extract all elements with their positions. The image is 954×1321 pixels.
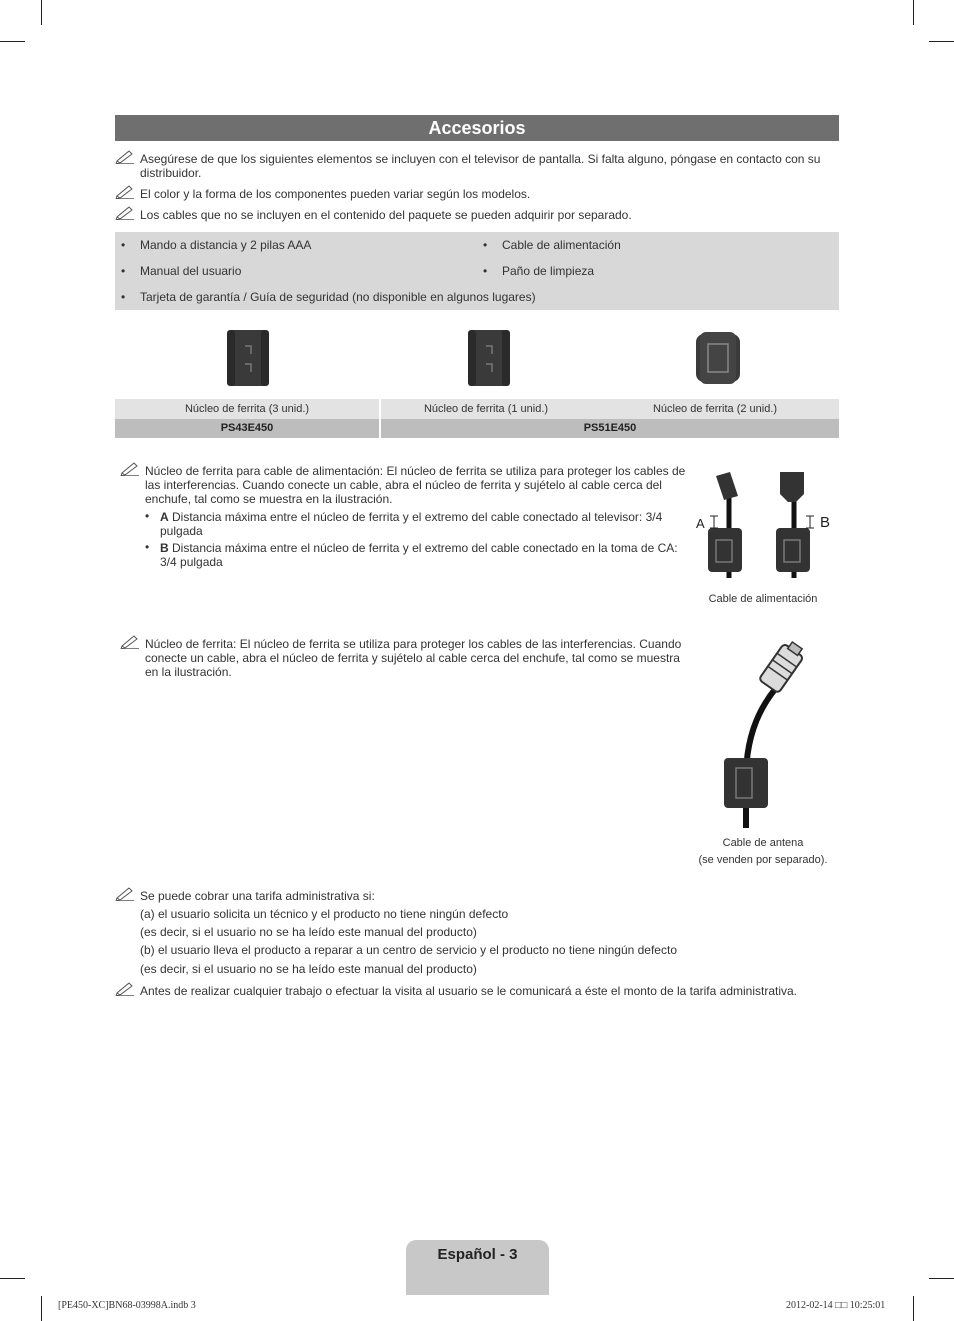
figure-caption: Cable de antena — [722, 837, 804, 849]
note-pencil-icon — [115, 980, 135, 996]
note-pencil-icon — [115, 204, 135, 220]
note-text: Núcleo de ferrita: El núcleo de ferrita se utiliza para proteger los cables de las interferencias. Cuando conecte un cable, abra el núcleo de ferrita y sujételo al cable cerca del enchufe, tal como se muestra en la ilustración. — [145, 637, 682, 679]
ferrite-core-image — [466, 328, 512, 388]
note-text: Antes de realizar cualquier trabajo o efectuar la visita al usuario se le comunicará a éste el monto de la tarifa administrativa. — [140, 984, 798, 998]
accessories-list: • Mando a distancia y 2 pilas AAA • Cable de alimentación • Manual del usuario • Paño de limpieza • Tarjeta de garantía / Guía de seguridad (no disponible en algunos lugares) — [115, 232, 839, 310]
note-pencil-icon — [115, 885, 135, 901]
note-text: Asegúrese de que los siguientes elementos se incluyen con el televisor de pantalla. Si falta alguno, póngase en contacto con su distribuidor. — [140, 152, 821, 180]
crop-mark — [929, 1278, 954, 1279]
crop-mark — [41, 1296, 42, 1321]
figure-caption: Cable de alimentación — [708, 593, 818, 605]
table-cell: Núcleo de ferrita (1 unid.) — [381, 399, 591, 419]
note-pencil-icon — [120, 460, 140, 476]
page-number: Español - 3 — [437, 1246, 518, 1263]
table-cell: PS51E450 — [381, 419, 839, 438]
note-text: Los cables que no se incluyen en el contenido del paquete se pueden adquirir por separado. — [140, 208, 632, 222]
figure-label-a: A — [696, 516, 705, 531]
crop-mark — [0, 1278, 25, 1279]
crop-mark — [41, 0, 42, 25]
page-number-tab — [406, 1240, 549, 1295]
date-imprint: 2012-02-14 □□ 10:25:01 — [786, 1300, 886, 1311]
antenna-cable-illustration — [718, 640, 808, 830]
note-line: (b) el usuario lleva el producto a reparar a un centro de servicio y el producto no tiene ningún defecto — [140, 943, 677, 957]
note-line: (es decir, si el usuario no se ha leído este manual del producto) — [140, 925, 477, 939]
crop-mark — [913, 0, 914, 25]
ferrite-core-image — [694, 330, 742, 386]
section-title: Accesorios — [115, 115, 839, 141]
table-cell: Núcleo de ferrita (3 unid.) — [115, 399, 379, 419]
note-text: Se puede cobrar una tarifa administrativa si: — [140, 889, 375, 903]
power-cable-illustration — [694, 470, 834, 582]
note-text: El color y la forma de los componentes pueden variar según los modelos. — [140, 187, 531, 201]
note-text: Núcleo de ferrita para cable de alimentación: El núcleo de ferrita se utiliza para proteger los cables de las interferencias. Cuando conecte un cable, abra el núcleo de ferrita y sujételo al cable cerca del enchufe, tal como se muestra en la ilustración. — [145, 464, 686, 506]
note-pencil-icon — [115, 148, 135, 164]
note-pencil-icon — [115, 183, 135, 199]
crop-mark — [929, 41, 954, 42]
table-divider — [379, 399, 381, 438]
figure-label-b: B — [820, 514, 831, 531]
note-line: (a) el usuario solicita un técnico y el producto no tiene ningún defecto — [140, 907, 509, 921]
figure-caption: (se venden por separado). — [698, 854, 828, 866]
ferrite-core-image — [225, 328, 271, 388]
note-pencil-icon — [120, 633, 140, 649]
note-line: (es decir, si el usuario no se ha leído este manual del producto) — [140, 962, 477, 976]
crop-mark — [0, 41, 25, 42]
table-cell: Núcleo de ferrita (2 unid.) — [591, 399, 839, 419]
table-cell: PS43E450 — [115, 419, 379, 438]
file-imprint: [PE450-XC]BN68-03998A.indb 3 — [58, 1300, 196, 1311]
crop-mark — [913, 1296, 914, 1321]
